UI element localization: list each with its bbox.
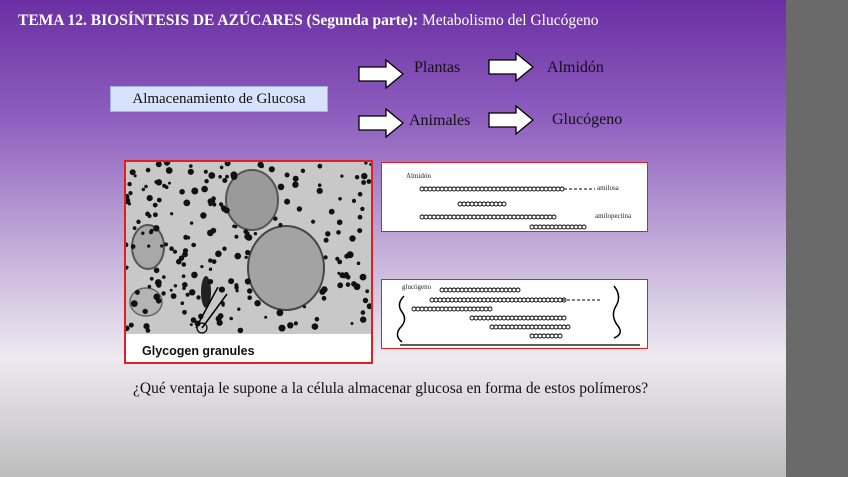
glycogen-granule	[200, 265, 203, 268]
glycogen-granule	[246, 234, 253, 241]
glycogen-granule	[297, 206, 302, 211]
glycogen-granule	[146, 168, 151, 173]
glycogen-granule	[154, 268, 160, 274]
glycogen-granule	[129, 323, 134, 328]
glycogen-granule	[243, 229, 248, 234]
glycogen-granule	[278, 223, 282, 227]
arrow-right-icon	[488, 52, 534, 82]
glycogen-granule	[340, 175, 343, 178]
glycogen-granule	[168, 182, 171, 185]
glycogen-granule	[147, 245, 150, 248]
question-text: ¿Qué ventaja le supone a la célula almacenar glucosa en forma de estos polímeros?	[133, 380, 649, 397]
glycogen-granule	[212, 203, 216, 207]
glycogen-micrograph	[124, 160, 373, 364]
glycogen-granule	[329, 209, 335, 215]
glycogen-granule	[337, 282, 343, 288]
glycogen-granule	[254, 300, 260, 306]
glycogen-granule	[169, 246, 174, 251]
glycogen-granule	[181, 301, 185, 305]
glycogen-granule	[324, 238, 329, 243]
glycogen-granule	[200, 212, 206, 218]
glycogen-granule	[190, 221, 193, 224]
glycogen-granule	[133, 226, 137, 230]
glycogen-granule	[247, 288, 252, 293]
glycogen-granule	[170, 212, 173, 215]
glycogen-granule	[264, 316, 267, 319]
glycogen-granule	[160, 244, 163, 247]
glycogen-granule	[311, 220, 315, 224]
glycogen-granule	[188, 169, 194, 175]
glycogen-granule	[204, 170, 208, 174]
glycogen-granule	[187, 236, 191, 240]
glycogen-granule	[170, 289, 173, 292]
glycogen-granule	[218, 175, 222, 179]
glycogen-granule	[186, 293, 190, 297]
glycogen-granule	[229, 317, 233, 321]
glycogen-granule	[363, 298, 368, 303]
glycogen-granule	[269, 166, 275, 172]
glycogen-granule	[208, 202, 212, 206]
glycogen-granule	[218, 313, 224, 319]
glycogen-granule	[301, 169, 305, 173]
glycogen-granule	[287, 322, 293, 328]
glycogen-granule	[292, 182, 298, 188]
glycogen-structure-diagram	[381, 279, 648, 349]
glycogen-granule	[361, 173, 367, 179]
glycogen-granule	[171, 293, 177, 299]
glycogen-granule	[336, 230, 341, 235]
glycogen-granule	[285, 173, 290, 178]
glycogen-granule	[130, 169, 136, 175]
glycogen-granule	[201, 186, 208, 193]
glycogen-granule	[182, 274, 186, 278]
slide-title	[18, 12, 598, 30]
glycogen-granule	[237, 308, 240, 311]
glycogen-granule	[318, 164, 323, 169]
glycogen-granule	[128, 191, 132, 195]
title-normal: Metabolismo del Glucógeno	[421, 12, 599, 29]
glycogen-granule	[360, 316, 366, 322]
arrow-right-icon	[488, 105, 534, 135]
glycogen-granule	[190, 323, 193, 326]
glycogen-granule	[228, 278, 234, 284]
glycogen-granule	[273, 217, 277, 221]
glycogen-granule	[254, 232, 257, 235]
glycogen-granule	[211, 228, 217, 234]
glycogen-granule	[219, 287, 225, 293]
glycogen-granule	[149, 230, 153, 234]
starch-chains	[382, 163, 648, 232]
glycogen-granule	[215, 251, 222, 258]
glycogen-granule	[209, 268, 212, 271]
glycogen-granule	[355, 175, 359, 179]
glycogen-granule	[231, 173, 238, 180]
glycogen-granule	[148, 285, 152, 289]
glycogen-granule	[222, 178, 227, 183]
glycogen-granule	[346, 275, 351, 280]
glycogen-granule	[322, 296, 327, 301]
glycogen-granule	[234, 235, 238, 239]
glycogen-granule	[182, 282, 188, 288]
glycogen-chains	[382, 280, 648, 349]
glycogen-granule	[183, 200, 190, 207]
glycogen-granule	[136, 220, 140, 224]
glycogen-granule	[191, 272, 198, 279]
glycogen-granule	[317, 188, 323, 194]
glycogen-granule	[225, 175, 229, 179]
glycogen-granule	[245, 278, 251, 284]
starch-label: Almidón	[547, 59, 604, 76]
glycogen-granule	[339, 272, 345, 278]
glycogen-granule	[174, 284, 177, 287]
glycogen-granule	[335, 257, 339, 261]
glycogen-granule	[357, 228, 362, 233]
glycogen-granule	[245, 256, 248, 259]
glycogen-granule	[354, 283, 361, 290]
glycogen-granule	[208, 279, 213, 284]
glycogen-granule	[365, 289, 369, 293]
glycogen-header: glucógeno	[402, 283, 432, 291]
glycogen-granule	[164, 242, 168, 246]
glycogen-granule	[312, 323, 319, 330]
glycogen-granule	[324, 255, 328, 259]
glycogen-granule	[235, 253, 242, 260]
glycogen-granule	[208, 258, 212, 262]
glycogen-granule	[208, 172, 215, 179]
glycogen-granule	[352, 199, 356, 203]
title-bold: TEMA 12. BIOSÍNTESIS DE AZÚCARES (Segunda parte):	[18, 12, 419, 29]
glycogen-granule	[153, 212, 158, 217]
glycogen-granule	[278, 184, 285, 191]
glycogen-granule	[236, 289, 239, 292]
glycogen-granule	[147, 214, 151, 218]
glycogen-granule	[191, 188, 198, 195]
animals-label: Animales	[409, 112, 471, 129]
right-side-panel	[786, 0, 848, 477]
glycogen-granule	[221, 303, 224, 306]
glycogen-granule	[220, 166, 224, 170]
starch-header: Almidón	[406, 172, 431, 180]
glycogen-granule	[182, 310, 187, 315]
glycogen-granule	[279, 325, 286, 332]
glycogen-granule	[284, 199, 290, 205]
glycogen-granule	[173, 250, 177, 254]
micrograph-image	[126, 162, 371, 362]
photo-caption: Glycogen granules	[142, 344, 255, 358]
glycogen-granule	[189, 289, 195, 295]
glycogen-granule	[154, 180, 158, 184]
starch-structure-diagram	[381, 162, 648, 232]
glycogen-granule	[144, 185, 148, 189]
glycogen-granule	[232, 225, 236, 229]
arrow-right-icon	[358, 108, 404, 138]
amylose-label: amilosa	[597, 184, 619, 192]
glycogen-granule	[204, 179, 208, 183]
storage-label-box: Almacenamiento de Glucosa	[110, 86, 328, 112]
glycogen-granule	[153, 203, 158, 208]
glycogen-granule	[127, 182, 131, 186]
glycogen-granule	[344, 254, 349, 259]
glycogen-granule	[153, 225, 159, 231]
glycogen-granule	[135, 290, 140, 295]
glycogen-granule	[349, 235, 355, 241]
glycogen-granule	[325, 231, 330, 236]
glycogen-granule	[247, 295, 252, 300]
glycogen-granule	[245, 250, 250, 255]
glycogen-granule	[212, 259, 217, 264]
glycogen-granule	[189, 164, 193, 168]
glycogen-granule	[196, 295, 200, 299]
glycogen-granule	[222, 247, 226, 251]
glycogen-granule	[303, 305, 306, 308]
glycogen-granule	[162, 275, 166, 279]
glycogen-granule	[156, 298, 162, 304]
glycogen-granule	[277, 309, 284, 316]
glycogen-granule	[360, 274, 367, 281]
glycogen-granule	[360, 207, 364, 211]
glycogen-granule	[157, 198, 162, 203]
glycogen-label: Glucógeno	[552, 111, 623, 128]
glycogen-granule	[361, 180, 366, 185]
glycogen-granule	[361, 310, 366, 315]
glycogen-granule	[162, 184, 166, 188]
glycogen-granule	[351, 322, 354, 325]
glycogen-granule	[147, 195, 153, 201]
plants-label: Plantas	[414, 59, 461, 76]
glycogen-granule	[182, 262, 187, 267]
glycogen-granule	[143, 309, 148, 314]
glycogen-granule	[337, 220, 343, 226]
glycogen-granule	[294, 321, 298, 325]
glycogen-granule	[161, 291, 165, 295]
glycogen-granule	[131, 300, 138, 307]
glycogen-granule	[179, 189, 185, 195]
glycogen-granule	[358, 215, 363, 220]
glycogen-granule	[143, 323, 149, 329]
glycogen-granule	[319, 289, 325, 295]
glycogen-granule	[166, 167, 173, 174]
glycogen-granule	[141, 232, 144, 235]
glycogen-granule	[234, 283, 238, 287]
glycogen-granule	[150, 277, 154, 281]
glycogen-granule	[346, 282, 351, 287]
glycogen-granule	[318, 183, 322, 187]
arrow-right-icon	[358, 59, 404, 89]
glycogen-granule	[238, 328, 244, 334]
glycogen-granule	[131, 244, 136, 249]
glycogen-granule	[357, 262, 361, 266]
glycogen-granule	[221, 205, 226, 210]
glycogen-granule	[142, 188, 145, 191]
glycogen-granule	[338, 197, 342, 201]
amylopectin-label: amilopectina	[595, 212, 632, 220]
glycogen-granule	[191, 243, 195, 247]
glycogen-granule	[315, 317, 320, 322]
glycogen-granule	[358, 192, 363, 197]
glycogen-granule	[293, 176, 299, 182]
glycogen-granule	[182, 252, 188, 258]
glycogen-granule	[155, 279, 162, 286]
